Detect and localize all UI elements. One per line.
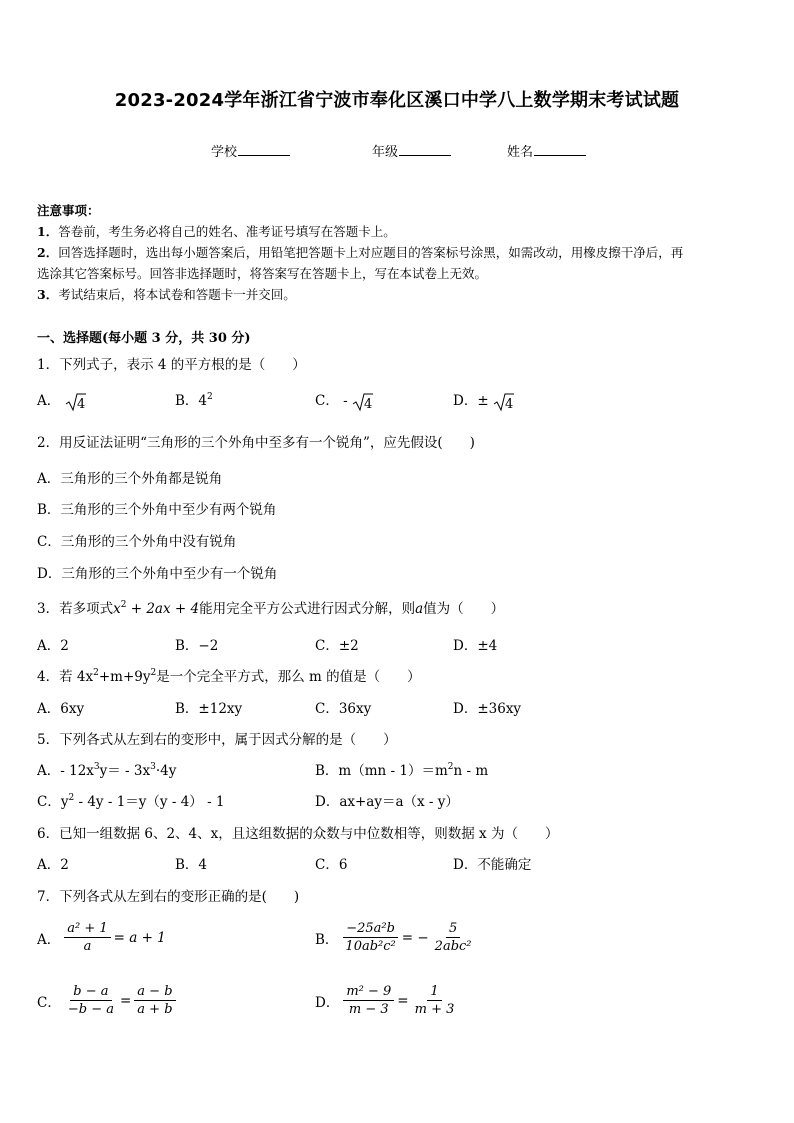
q5-option-b: B．$m(mn - 1)=m^2n - m$ — [315, 762, 489, 779]
q2-option-a: A．三角形的三个外角都是锐角 — [37, 471, 223, 487]
q7-option-c: C． $\frac{b - a}{-b - a}$ = $\frac{a - b}{a + b}$ — [37, 983, 176, 1018]
q7-option-a: A． $\frac{\text{a² + 1}}{a}$ = a + 1 — [37, 921, 166, 954]
q7-stem: 7．下列各式从左到右的变形正确的是( ) — [37, 889, 300, 905]
q1-option-b: B．$4^2$ — [175, 392, 213, 409]
q4-option-d: D．±36xy — [453, 701, 522, 717]
name-field — [507, 141, 586, 160]
school-blank — [238, 143, 290, 156]
q1-option-d: D．± 4 — [453, 393, 514, 412]
q6-option-b: B．4 — [175, 857, 208, 873]
q5-option-d: D．ax+ay＝a（x - y） — [315, 794, 459, 810]
note-2: 2．回答选择题时，选出每小题答案后，用铅笔把答题卡上对应题目的答案标号涂黑，如需改动，用橡皮擦干净后，再 — [37, 245, 684, 260]
page-title: 2023-2024学年浙江省宁波市奉化区溪口中学八上数学期末考试试题 — [114, 90, 680, 111]
q7-option-b: B． $\frac{\text{−25a²b}}{\text{10ab²c²}}$ = − $\frac{5}{\text{2abc²}}$ — [315, 920, 475, 955]
q2-option-c: C．三角形的三个外角中没有锐角 — [37, 534, 237, 550]
sqrt-symbol-icon — [65, 392, 87, 412]
sqrt-symbol-icon — [493, 392, 515, 412]
q3-option-a: A．2 — [37, 638, 69, 654]
q6-option-a: A．2 — [37, 857, 69, 873]
fraction: $\frac{b - a}{-b - a}$ — [67, 984, 114, 1017]
grade-label: 年级 — [372, 145, 399, 160]
svg-text:4: 4 — [504, 396, 514, 412]
q4-stem: 4．若 $4x^2+m+9y^2$是一个完全平方式，那么 m 的值是（ ） — [37, 668, 421, 685]
q7-option-d: D． $\frac{\text{m² − 9}}{m - 3}$ = $\frac{1}{m + 3}$ — [315, 983, 457, 1018]
fraction: $\frac{a - b}{a + b}$ — [134, 983, 175, 1018]
q6-stem: 6．已知一组数据 6、2、4、x，且这组数据的众数与中位数相等，则数据 x 为（ ） — [37, 826, 559, 842]
sqrt-symbol-icon — [352, 392, 374, 412]
q4-option-b: B．±12xy — [175, 701, 243, 717]
svg-text:4: 4 — [364, 396, 373, 412]
q5-stem: 5．下列各式从左到右的变形中，属于因式分解的是（ ） — [37, 732, 397, 748]
q6-option-c: C．6 — [315, 857, 348, 873]
fraction: $\frac{\text{−25a²b}}{\text{10ab²c²}}$ — [342, 920, 398, 955]
section-heading: 一、选择题(每小题 3 分，共 30 分) — [37, 331, 251, 346]
fraction: $\frac{1}{m + 3}$ — [414, 984, 455, 1017]
note-1: 1．答卷前，考生务必将自己的姓名、准考证号填写在答题卡上。 — [37, 224, 396, 239]
q2-stem: 2．用反证法证明“三角形的三个外角中至多有一个锐角”，应先假设( ) — [37, 435, 475, 451]
fraction: $\frac{\text{m² − 9}}{m - 3}$ — [343, 983, 394, 1018]
q2-option-b: B．三角形的三个外角中至少有两个锐角 — [37, 502, 277, 518]
q4-option-c: C．36xy — [315, 701, 372, 717]
notes-block — [37, 200, 683, 305]
q3-stem: 3．若多项式$x^2 + 2ax + 4$能用完全平方公式进行因式分解，则a值为（ ） — [37, 600, 505, 617]
svg-text:4: 4 — [76, 396, 85, 412]
q4-option-a: A．6xy — [37, 701, 85, 717]
notes-heading: 注意事项： — [37, 203, 100, 218]
school-label: 学校 — [211, 145, 238, 160]
q5-option-a: A．- $12x^3y= - 3x^3\cdot 4y$ — [37, 762, 177, 779]
q1-option-c: C． - 4 — [315, 393, 373, 412]
q2-option-d: D．三角形的三个外角中至少有一个锐角 — [37, 566, 278, 582]
q3-option-c: C．±2 — [315, 638, 359, 654]
school-field — [211, 141, 290, 160]
name-label: 姓名 — [507, 145, 534, 160]
note-3: 3．考试结束后，将本试卷和答题卡一并交回。 — [37, 287, 296, 302]
q3-option-b: B．−2 — [175, 638, 219, 654]
q6-option-d: D．不能确定 — [453, 857, 532, 873]
q1-option-a: A． 4 — [37, 393, 85, 412]
note-2-cont: 选涂其它答案标号。回答非选择题时，将答案写在答题卡上，写在本试卷上无效。 — [37, 266, 488, 281]
grade-field — [372, 141, 451, 160]
q1-stem: 1．下列式子，表示 4 的平方根的是（ ） — [37, 357, 306, 373]
fraction: $\frac{5}{\text{2abc²}}$ — [434, 921, 472, 954]
grade-blank — [399, 143, 451, 156]
q5-option-c: C．$y^2 - 4y - 1=y(y - 4) - 1$ — [37, 793, 225, 810]
fraction: $\frac{\text{a² + 1}}{a}$ — [64, 920, 110, 955]
name-blank — [534, 143, 586, 156]
q3-option-d: D．±4 — [453, 638, 498, 654]
